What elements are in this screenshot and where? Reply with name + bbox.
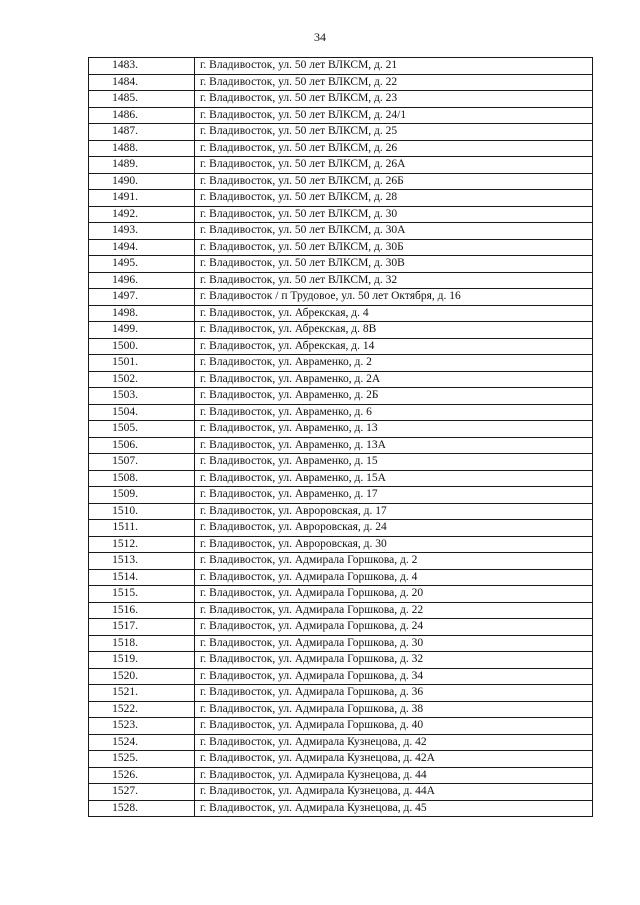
row-address: г. Владивосток, ул. Авраменко, д. 2А (195, 371, 593, 388)
row-number: 1517. (89, 619, 195, 636)
table-row (89, 107, 593, 124)
row-address: г. Владивосток, ул. 50 лет ВЛКСМ, д. 28 (195, 190, 593, 207)
table-row (89, 718, 593, 735)
table-row (89, 388, 593, 405)
row-address: г. Владивосток, ул. 50 лет ВЛКСМ, д. 26А (195, 157, 593, 174)
row-number: 1499. (89, 322, 195, 339)
table-row (89, 305, 593, 322)
row-address: г. Владивосток, ул. 50 лет ВЛКСМ, д. 30Б (195, 239, 593, 256)
table-row (89, 668, 593, 685)
row-address: г. Владивосток, ул. Авраменко, д. 2 (195, 355, 593, 372)
row-address: г. Владивосток, ул. Адмирала Горшкова, д. 20 (195, 586, 593, 603)
table-row (89, 404, 593, 421)
table-row (89, 74, 593, 91)
row-address: г. Владивосток, ул. Авроровская, д. 30 (195, 536, 593, 553)
row-address: г. Владивосток, ул. 50 лет ВЛКСМ, д. 30А (195, 223, 593, 240)
row-number: 1485. (89, 91, 195, 108)
table-row (89, 272, 593, 289)
row-number: 1518. (89, 635, 195, 652)
row-number: 1497. (89, 289, 195, 306)
table-row (89, 206, 593, 223)
table-row (89, 751, 593, 768)
table-row (89, 767, 593, 784)
row-number: 1516. (89, 602, 195, 619)
address-table (88, 57, 593, 817)
table-row (89, 338, 593, 355)
table-row (89, 421, 593, 438)
row-address: г. Владивосток, ул. Авраменко, д. 13 (195, 421, 593, 438)
table-row (89, 173, 593, 190)
row-address: г. Владивосток, ул. Адмирала Горшкова, д. 22 (195, 602, 593, 619)
row-number: 1489. (89, 157, 195, 174)
row-number: 1528. (89, 800, 195, 817)
row-number: 1519. (89, 652, 195, 669)
row-number: 1522. (89, 701, 195, 718)
table-row (89, 602, 593, 619)
table-row (89, 371, 593, 388)
row-address: г. Владивосток, ул. 50 лет ВЛКСМ, д. 30В (195, 256, 593, 273)
row-number: 1514. (89, 569, 195, 586)
table-row (89, 701, 593, 718)
row-number: 1502. (89, 371, 195, 388)
table-row (89, 437, 593, 454)
table-row (89, 289, 593, 306)
table-row (89, 322, 593, 339)
row-number: 1486. (89, 107, 195, 124)
row-address: г. Владивосток, ул. Авроровская, д. 17 (195, 503, 593, 520)
row-address: г. Владивосток, ул. 50 лет ВЛКСМ, д. 26Б (195, 173, 593, 190)
row-number: 1524. (89, 734, 195, 751)
table-row (89, 553, 593, 570)
row-number: 1526. (89, 767, 195, 784)
row-address: г. Владивосток, ул. Адмирала Горшкова, д. 38 (195, 701, 593, 718)
table-row (89, 124, 593, 141)
row-number: 1512. (89, 536, 195, 553)
table-row (89, 223, 593, 240)
table-row (89, 140, 593, 157)
row-address: г. Владивосток, ул. Адмирала Кузнецова, д. 42А (195, 751, 593, 768)
row-address: г. Владивосток, ул. 50 лет ВЛКСМ, д. 23 (195, 91, 593, 108)
row-number: 1495. (89, 256, 195, 273)
row-address: г. Владивосток / п Трудовое, ул. 50 лет Октября, д. 16 (195, 289, 593, 306)
row-address: г. Владивосток, ул. Авраменко, д. 2Б (195, 388, 593, 405)
table-row (89, 91, 593, 108)
row-number: 1505. (89, 421, 195, 438)
row-number: 1508. (89, 470, 195, 487)
table-row (89, 784, 593, 801)
row-number: 1527. (89, 784, 195, 801)
table-row (89, 734, 593, 751)
row-address: г. Владивосток, ул. Адмирала Кузнецова, д. 44А (195, 784, 593, 801)
row-number: 1513. (89, 553, 195, 570)
row-number: 1496. (89, 272, 195, 289)
row-address: г. Владивосток, ул. Адмирала Горшкова, д. 34 (195, 668, 593, 685)
table-row (89, 635, 593, 652)
row-number: 1510. (89, 503, 195, 520)
row-number: 1484. (89, 74, 195, 91)
table-row (89, 619, 593, 636)
page-number: 34 (314, 30, 326, 44)
row-address: г. Владивосток, ул. Авроровская, д. 24 (195, 520, 593, 537)
row-address: г. Владивосток, ул. Адмирала Горшкова, д. 40 (195, 718, 593, 735)
row-number: 1483. (89, 58, 195, 75)
table-row (89, 355, 593, 372)
row-number: 1515. (89, 586, 195, 603)
row-number: 1492. (89, 206, 195, 223)
table-row (89, 487, 593, 504)
table-row (89, 503, 593, 520)
row-address: г. Владивосток, ул. 50 лет ВЛКСМ, д. 25 (195, 124, 593, 141)
table-row (89, 586, 593, 603)
row-address: г. Владивосток, ул. Авраменко, д. 13А (195, 437, 593, 454)
table-row (89, 157, 593, 174)
row-number: 1504. (89, 404, 195, 421)
table-row (89, 190, 593, 207)
row-address: г. Владивосток, ул. Адмирала Горшкова, д. 32 (195, 652, 593, 669)
address-table-body (89, 58, 593, 817)
table-row (89, 470, 593, 487)
table-row (89, 536, 593, 553)
row-address: г. Владивосток, ул. Адмирала Горшкова, д. 30 (195, 635, 593, 652)
row-number: 1525. (89, 751, 195, 768)
table-row (89, 239, 593, 256)
table-row (89, 685, 593, 702)
row-number: 1509. (89, 487, 195, 504)
row-number: 1507. (89, 454, 195, 471)
row-address: г. Владивосток, ул. Авраменко, д. 15А (195, 470, 593, 487)
row-number: 1487. (89, 124, 195, 141)
row-address: г. Владивосток, ул. 50 лет ВЛКСМ, д. 24/1 (195, 107, 593, 124)
row-address: г. Владивосток, ул. Адмирала Горшкова, д. 4 (195, 569, 593, 586)
row-address: г. Владивосток, ул. Абрекская, д. 14 (195, 338, 593, 355)
row-number: 1490. (89, 173, 195, 190)
table-row (89, 652, 593, 669)
row-number: 1493. (89, 223, 195, 240)
row-address: г. Владивосток, ул. Адмирала Горшкова, д. 24 (195, 619, 593, 636)
row-address: г. Владивосток, ул. Адмирала Кузнецова, д. 42 (195, 734, 593, 751)
row-address: г. Владивосток, ул. Адмирала Горшкова, д. 2 (195, 553, 593, 570)
row-address: г. Владивосток, ул. 50 лет ВЛКСМ, д. 22 (195, 74, 593, 91)
table-row (89, 256, 593, 273)
row-address: г. Владивосток, ул. Авраменко, д. 6 (195, 404, 593, 421)
row-number: 1521. (89, 685, 195, 702)
table-row (89, 569, 593, 586)
row-number: 1498. (89, 305, 195, 322)
row-number: 1511. (89, 520, 195, 537)
row-address: г. Владивосток, ул. Абрекская, д. 4 (195, 305, 593, 322)
row-address: г. Владивосток, ул. Авраменко, д. 17 (195, 487, 593, 504)
row-address: г. Владивосток, ул. Адмирала Кузнецова, д. 45 (195, 800, 593, 817)
table-row (89, 454, 593, 471)
row-number: 1506. (89, 437, 195, 454)
row-number: 1520. (89, 668, 195, 685)
table-row (89, 58, 593, 75)
row-number: 1501. (89, 355, 195, 372)
row-number: 1494. (89, 239, 195, 256)
row-address: г. Владивосток, ул. Адмирала Кузнецова, д. 44 (195, 767, 593, 784)
row-number: 1523. (89, 718, 195, 735)
row-address: г. Владивосток, ул. Адмирала Горшкова, д. 36 (195, 685, 593, 702)
row-number: 1491. (89, 190, 195, 207)
table-row (89, 520, 593, 537)
table-row (89, 800, 593, 817)
row-address: г. Владивосток, ул. 50 лет ВЛКСМ, д. 26 (195, 140, 593, 157)
row-number: 1488. (89, 140, 195, 157)
row-number: 1503. (89, 388, 195, 405)
row-address: г. Владивосток, ул. 50 лет ВЛКСМ, д. 32 (195, 272, 593, 289)
row-address: г. Владивосток, ул. Абрекская, д. 8В (195, 322, 593, 339)
row-address: г. Владивосток, ул. 50 лет ВЛКСМ, д. 30 (195, 206, 593, 223)
row-number: 1500. (89, 338, 195, 355)
row-address: г. Владивосток, ул. 50 лет ВЛКСМ, д. 21 (195, 58, 593, 75)
row-address: г. Владивосток, ул. Авраменко, д. 15 (195, 454, 593, 471)
